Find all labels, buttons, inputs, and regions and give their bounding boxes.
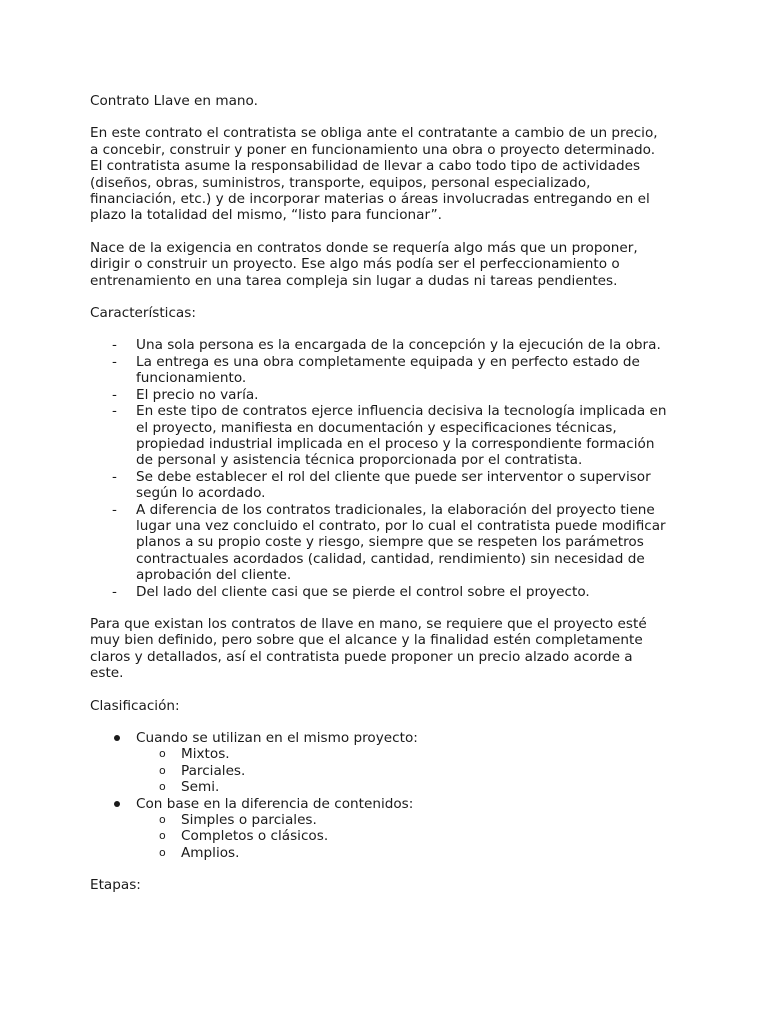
classification-subitem-text: Parciales. (181, 762, 246, 779)
characteristic-text: El precio no varía. (136, 386, 259, 403)
document-title: Contrato Llave en mano. (90, 93, 258, 109)
intro-paragraph-1: En este contrato el contratista se obliga ante el contratante a cambio de un precio, a concebir, construir y poner en funcionamiento una obra o proyecto determinado. El contratista asume la responsabilidad de llevar a cabo todo tipo de actividades (diseños, obras, suministros, transporte, equipos, personal especializado, financiación, etc.) y de incorporar materias o áreas involucradas entregando en el plazo la totalidad del mismo, “listo para funcionar”. (90, 125, 658, 224)
classification-list (90, 730, 670, 861)
intro-paragraph-2: Nace de la exigencia en contratos donde se requería algo más que un proponer, dirigir o construir un proyecto. Ese algo más podía ser el perfeccionamiento o entrenamiento en una tarea compleja sin lugar a dudas ni tareas pendientes. (90, 239, 638, 289)
circle-bullet-icon: o (159, 813, 166, 827)
characteristics-heading: Características: (90, 305, 196, 322)
characteristic-text: Se debe establecer el rol del cliente que puede ser interventor o supervisor según lo acordado. (136, 468, 651, 502)
circle-bullet-icon: o (159, 829, 166, 843)
classification-subitem-text: Semi. (181, 779, 220, 796)
dash-marker: - (112, 386, 117, 403)
circle-bullet-icon: o (159, 763, 166, 777)
characteristic-text: Del lado del cliente casi que se pierde el control sobre el proyecto. (136, 583, 590, 600)
classification-group (90, 730, 670, 796)
characteristic-item (90, 403, 670, 469)
circle-bullet-icon: o (159, 780, 166, 794)
classification-sublist (136, 812, 670, 861)
characteristic-item (90, 354, 670, 387)
circle-bullet-icon: o (159, 747, 166, 761)
classification-subitem (136, 779, 670, 795)
classification-subitem-text: Simples o parciales. (181, 812, 317, 829)
dash-marker: - (112, 337, 117, 354)
stages-heading: Etapas: (90, 877, 141, 894)
characteristic-text: En este tipo de contratos ejerce influencia decisiva la tecnología implicada en el proyecto, manifiesta en documentación y especificaciones técnicas, propiedad industrial implicada en el proceso y la correspondiente formación de personal y asistencia técnica proporcionada por el contratista. (136, 403, 667, 469)
dash-marker: - (112, 501, 117, 518)
dash-marker: - (112, 468, 117, 485)
bullet-icon (114, 735, 120, 741)
characteristic-item (90, 337, 670, 353)
classification-sublist (136, 746, 670, 795)
dash-marker: - (112, 583, 117, 600)
classification-subitem (136, 845, 670, 861)
circle-bullet-icon: o (159, 845, 166, 859)
characteristic-text: La entrega es una obra completamente equipada y en perfecto estado de funcionamiento. (136, 353, 640, 387)
classification-subitem-text: Mixtos. (181, 746, 230, 763)
characteristic-item (90, 502, 670, 584)
characteristic-text: A diferencia de los contratos tradicionales, la elaboración del proyecto tiene lugar una vez concluido el contrato, por lo cual el contratista puede modificar planos a su propio coste y riesgo, siempre que se respeten los parámetros contractuales acordados (calidad, cantidad, rendimiento) sin necesidad de aprobación del cliente. (136, 501, 666, 584)
bullet-icon (114, 801, 120, 807)
classification-subitem (136, 746, 670, 762)
characteristic-item (90, 469, 670, 502)
classification-subitem-text: Completos o clásicos. (181, 828, 329, 845)
classification-subitem (136, 828, 670, 844)
classification-subitem (136, 812, 670, 828)
classification-group-label: Con base en la diferencia de contenidos: (136, 795, 414, 812)
characteristic-text: Una sola persona es la encargada de la concepción y la ejecución de la obra. (136, 337, 661, 354)
classification-subitem-text: Amplios. (181, 844, 240, 861)
dash-marker: - (112, 353, 117, 370)
requirements-paragraph: Para que existan los contratos de llave en mano, se requiere que el proyecto esté muy bien definido, pero sobre que el alcance y la finalidad estén completamente claros y detallados, así el contratista puede proponer un precio alzado acorde a este. (90, 615, 647, 682)
classification-heading: Clasificación: (90, 697, 180, 714)
classification-group-label: Cuando se utilizan en el mismo proyecto: (136, 730, 418, 746)
characteristic-item (90, 584, 670, 600)
classification-subitem (136, 763, 670, 779)
characteristic-item (90, 387, 670, 403)
dash-marker: - (112, 403, 117, 420)
classification-group (90, 796, 670, 862)
characteristics-list (90, 337, 670, 600)
document-page (90, 93, 670, 910)
